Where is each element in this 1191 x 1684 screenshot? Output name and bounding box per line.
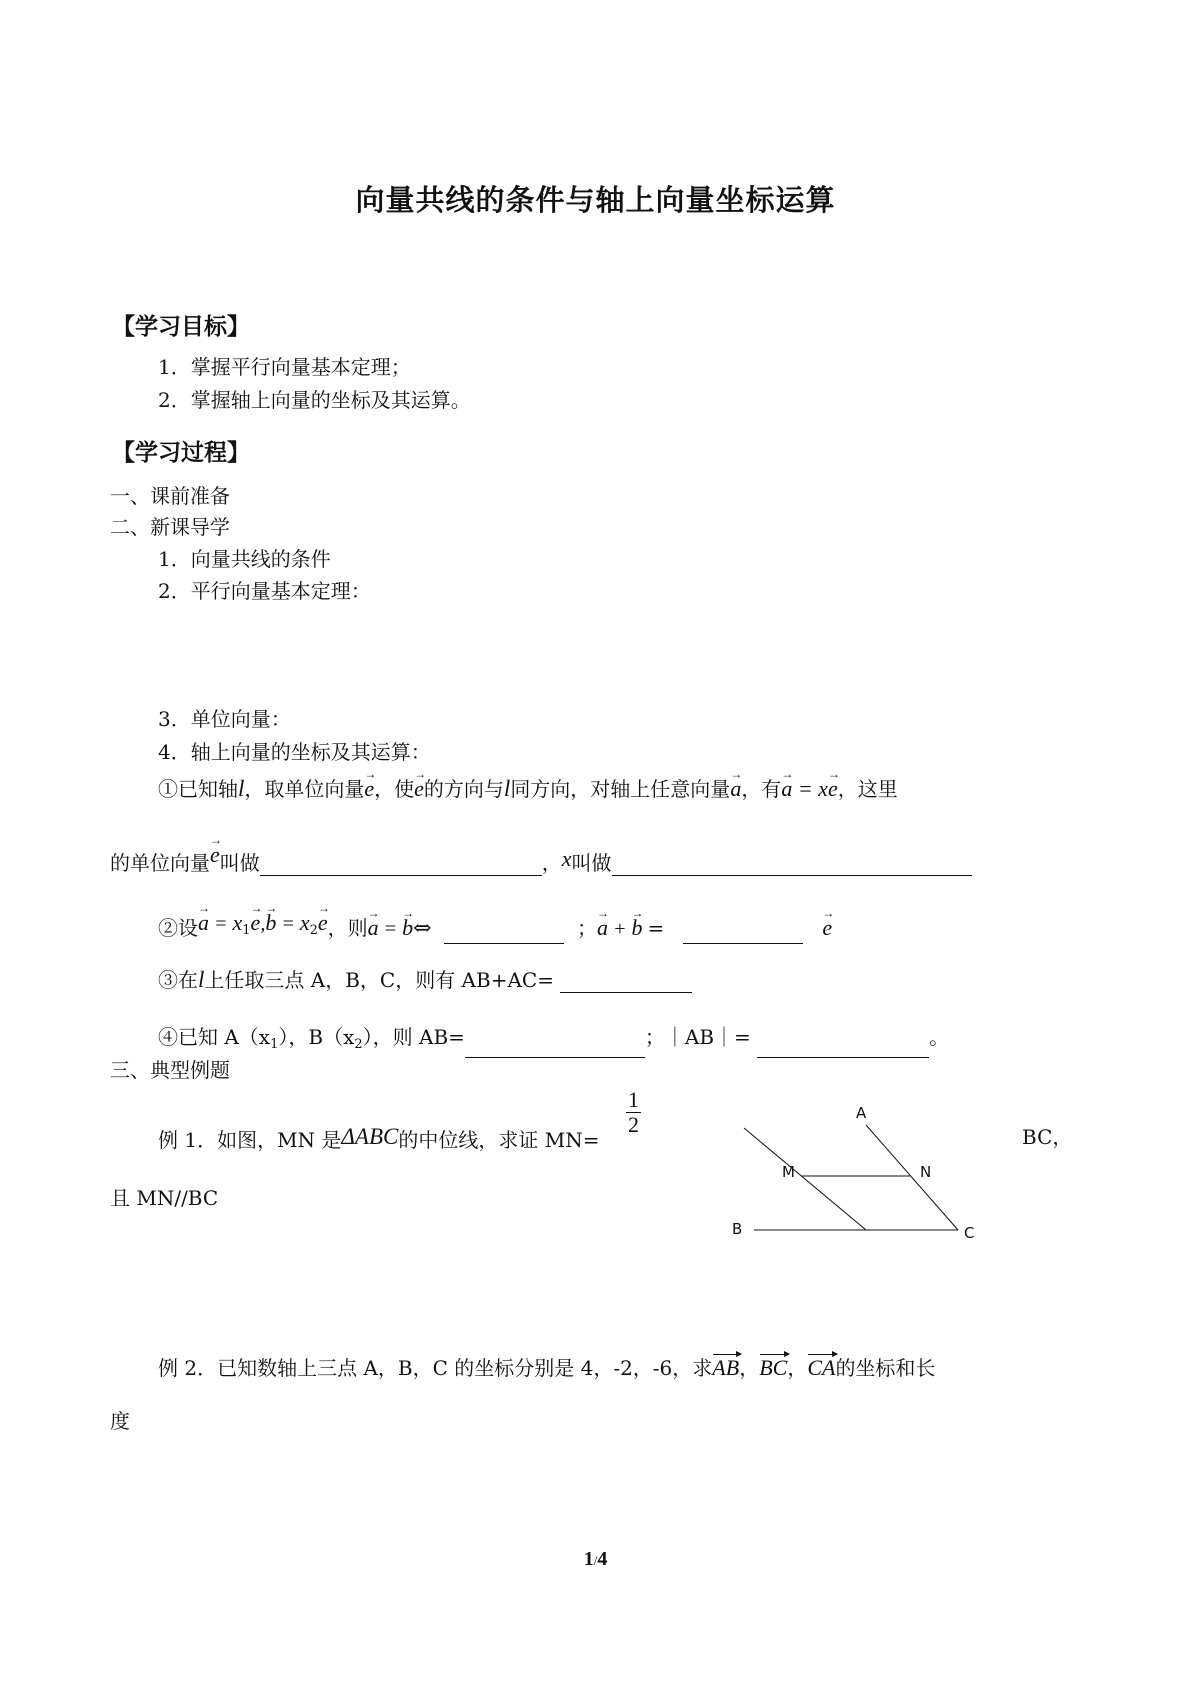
vector-e: → e: [364, 776, 374, 802]
item-1: 1．向量共线的条件: [158, 547, 331, 571]
page-number: 1/4: [583, 1548, 608, 1570]
line-ab: [744, 1128, 866, 1230]
section-goals-heading: 【学习目标】: [112, 314, 250, 340]
item-4: 4．轴上向量的坐标及其运算：: [158, 740, 431, 764]
question-4: ④已知 $A(x_1)$，$B(x_2)$，则 AB= ；｜AB｜= 。: [158, 1024, 949, 1058]
equation-a-xe: → a = x→ e: [781, 777, 837, 801]
goal-item-1: 1．掌握平行向量基本定理；: [158, 355, 411, 379]
line-ac: [866, 1125, 958, 1230]
label-m: M: [782, 1163, 795, 1181]
vector-e: → e: [822, 915, 832, 941]
label-a: A: [856, 1104, 867, 1122]
goal-item-2: 2．掌握轴上向量的坐标及其运算。: [158, 388, 471, 412]
part-2-heading: 二、新课导学: [110, 515, 230, 539]
answer-blank-ab-coordinate[interactable]: [465, 1035, 645, 1058]
label-c: C: [964, 1224, 975, 1242]
answer-blank-coordinate[interactable]: [612, 853, 972, 876]
question-1-line-2: 的单位向量→ e叫做 ，x叫做: [110, 842, 972, 876]
example-1-line-2: 且 MN//BC: [110, 1186, 219, 1210]
part-3-heading: 三、典型例题: [110, 1058, 230, 1082]
question-3: ③在l上任取三点 A，B，C，则有 AB+AC=: [158, 967, 692, 993]
label-n: N: [920, 1163, 932, 1181]
vector-a: → a: [730, 776, 741, 802]
equation-ab-def: → $a = x_1\to e,\to b = x_2\to e$: [198, 911, 328, 935]
answer-blank-sum[interactable]: [683, 921, 803, 944]
vector-e: → e: [414, 776, 424, 802]
fraction-one-half: $\frac{1}{2}$: [628, 1087, 639, 1137]
answer-blank-unit-vector[interactable]: [260, 853, 542, 876]
vector-e: → e: [210, 842, 220, 868]
vector-ab: AB: [712, 1355, 740, 1380]
answer-blank-ab-length[interactable]: [757, 1035, 929, 1058]
question-1-line-1: ①已知轴l，取单位向量→ e，使→ e的方向与l同方向，对轴上任意向量→ a，有→ a = x→ e，这里: [158, 776, 898, 802]
answer-blank-ab-ac[interactable]: [560, 970, 692, 993]
example-1-bc: BC，: [1022, 1125, 1073, 1149]
item-2: 2．平行向量基本定理：: [158, 579, 371, 603]
example-1-line-1: 例 1．如图，MN 是ΔABC的中位线，求证 MN=: [158, 1124, 600, 1152]
vector-ca: CA: [807, 1355, 836, 1380]
example-2-line-2: 度: [110, 1409, 130, 1433]
example-2-line-1: 例 2．已知数轴上三点 A，B，C 的坐标分别是 4，-2，-6，求AB，BC，CA的坐标和长: [158, 1355, 936, 1380]
triangle-midline-figure: [720, 1100, 990, 1250]
page-title: 向量共线的条件与轴上向量坐标运算: [355, 183, 836, 217]
part-1-heading: 一、课前准备: [110, 484, 230, 508]
vector-bc: BC: [759, 1355, 788, 1380]
label-b: B: [732, 1220, 743, 1238]
answer-blank-equal-condition[interactable]: [444, 921, 564, 944]
section-process-heading: 【学习过程】: [112, 440, 250, 466]
item-3: 3．单位向量：: [158, 707, 291, 731]
question-2: ②设→ $a = x_1\to e,\to b = x_2\to e$，则→ a = → b⇔ ；→ a + → b = → e: [158, 910, 832, 944]
